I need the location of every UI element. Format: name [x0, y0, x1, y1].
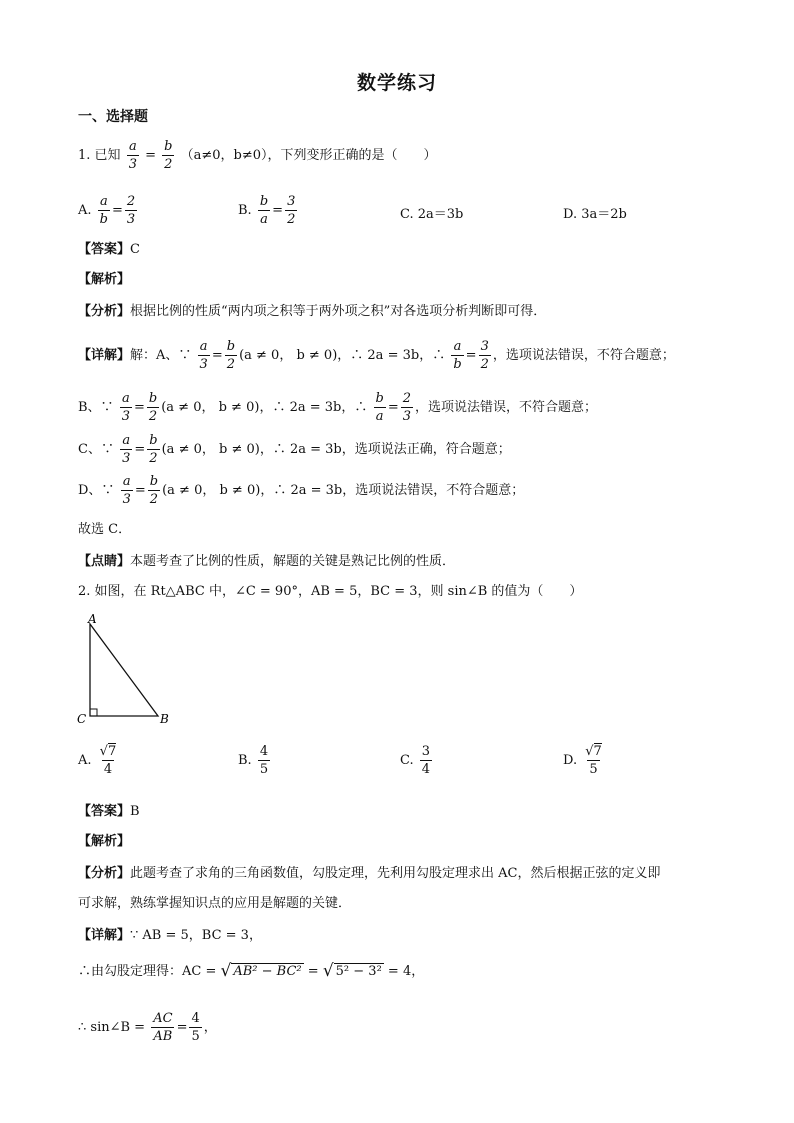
- q2-option-c: C. $\frac{3}{4}$: [400, 744, 431, 777]
- q2-fenxi-line1: 【分析】此题考查了求角的三角函数值，勾股定理，先利用勾股定理求出 AC，然后根据正弦的定义即: [78, 866, 661, 881]
- q1-detail-c: C、∵ $\frac{a}{3}$ = $\frac{b}{2}$ (a ≠ 0， b ≠ 0)，∴ 2a = 3b，选项说法正确，符合题意；: [78, 433, 511, 466]
- q1-stem: 1. 已知 $\frac{a}{3}$ = $\frac{b}{2}$ （a≠0，b≠0），下列变形正确的是（ ）: [78, 139, 437, 172]
- q1-option-a: A. $\frac{a}{b}$ = $\frac{2}{3}$: [78, 194, 136, 227]
- q2-stem: 2. 如图，在 Rt△ABC 中，∠C = 90°，AB = 5，BC = 3，则 sin∠B 的值为（ ）: [78, 584, 583, 599]
- q1-option-d: D. 3a＝2b: [563, 207, 627, 222]
- q1-conclusion: 故选 C．: [78, 522, 132, 537]
- q2-detail-2: ∴由勾股定理得：AC = √ AB² − BC² = √ 5² − 3² = 4，: [78, 960, 425, 981]
- q2-option-d: D. $\frac{√7}{5}$: [563, 744, 602, 777]
- q2-option-a: A. $\frac{√7}{4}$: [78, 744, 117, 777]
- vertex-label-a: A: [88, 612, 97, 626]
- right-angle-mark: [90, 709, 97, 716]
- triangle-shape: [90, 624, 158, 716]
- q1-fraction-b2: $\frac{b}{2}$: [164, 139, 173, 172]
- q1-option-c: C. 2a＝3b: [400, 207, 464, 222]
- q2-answer: 【答案】B: [78, 804, 140, 819]
- q1-fraction-a3: $\frac{a}{3}$: [128, 139, 137, 172]
- q2-detail-3: ∴ sin∠B = $\frac{AC}{AB}$ = $\frac{4}{5}$ ，: [78, 1011, 217, 1044]
- q1-option-b: B. $\frac{b}{a}$ = $\frac{3}{2}$: [238, 194, 296, 227]
- q1-detail-d: D、∵ $\frac{a}{3}$ = $\frac{b}{2}$ (a ≠ 0， b ≠ 0)，∴ 2a = 3b，选项说法错误，不符合题意；: [78, 474, 525, 507]
- q1-detail-a: 【详解】解：A、∵ $\frac{a}{3}$ = $\frac{b}{2}$ (a ≠ 0， b ≠ 0)，∴ 2a = 3b，∴ $\frac{a}{b}$ = $\frac{3}{2}$ ，选项说法错误，不符合题意；: [78, 339, 675, 372]
- q1-analysis-tag: 【解析】: [78, 272, 131, 287]
- q1-fenxi: 【分析】根据比例的性质“两内项之积等于两外项之积”对各选项分析判断即可得．: [78, 304, 547, 319]
- q2-detail-1: 【详解】∵ AB = 5，BC = 3，: [78, 928, 262, 943]
- q1-detail-b: B、∵ $\frac{a}{3}$ = $\frac{b}{2}$ (a ≠ 0， b ≠ 0)，∴ 2a = 3b，∴ $\frac{b}{a}$ = $\frac{2}{3}$ ，选项说法错误，不符合题意；: [78, 391, 598, 424]
- section-heading: 一、选择题: [78, 109, 148, 125]
- q2-analysis-tag: 【解析】: [78, 834, 131, 849]
- vertex-label-c: C: [77, 712, 87, 726]
- q2-fenxi-line2: 可求解，熟练掌握知识点的应用是解题的关键．: [78, 896, 352, 911]
- page-title: 数学练习: [356, 72, 437, 94]
- q1-dianjing: 【点睛】本题考查了比例的性质，解题的关键是熟记比例的性质．: [78, 554, 456, 569]
- q1-number: 1. 已知: [78, 148, 121, 163]
- q1-answer: 【答案】C: [78, 242, 140, 257]
- q2-option-b: B. $\frac{4}{5}$: [238, 744, 269, 777]
- triangle-figure: [74, 612, 184, 727]
- q1-condition: （a≠0，b≠0），下列变形正确的是（ ）: [180, 148, 437, 163]
- vertex-label-b: B: [160, 712, 169, 726]
